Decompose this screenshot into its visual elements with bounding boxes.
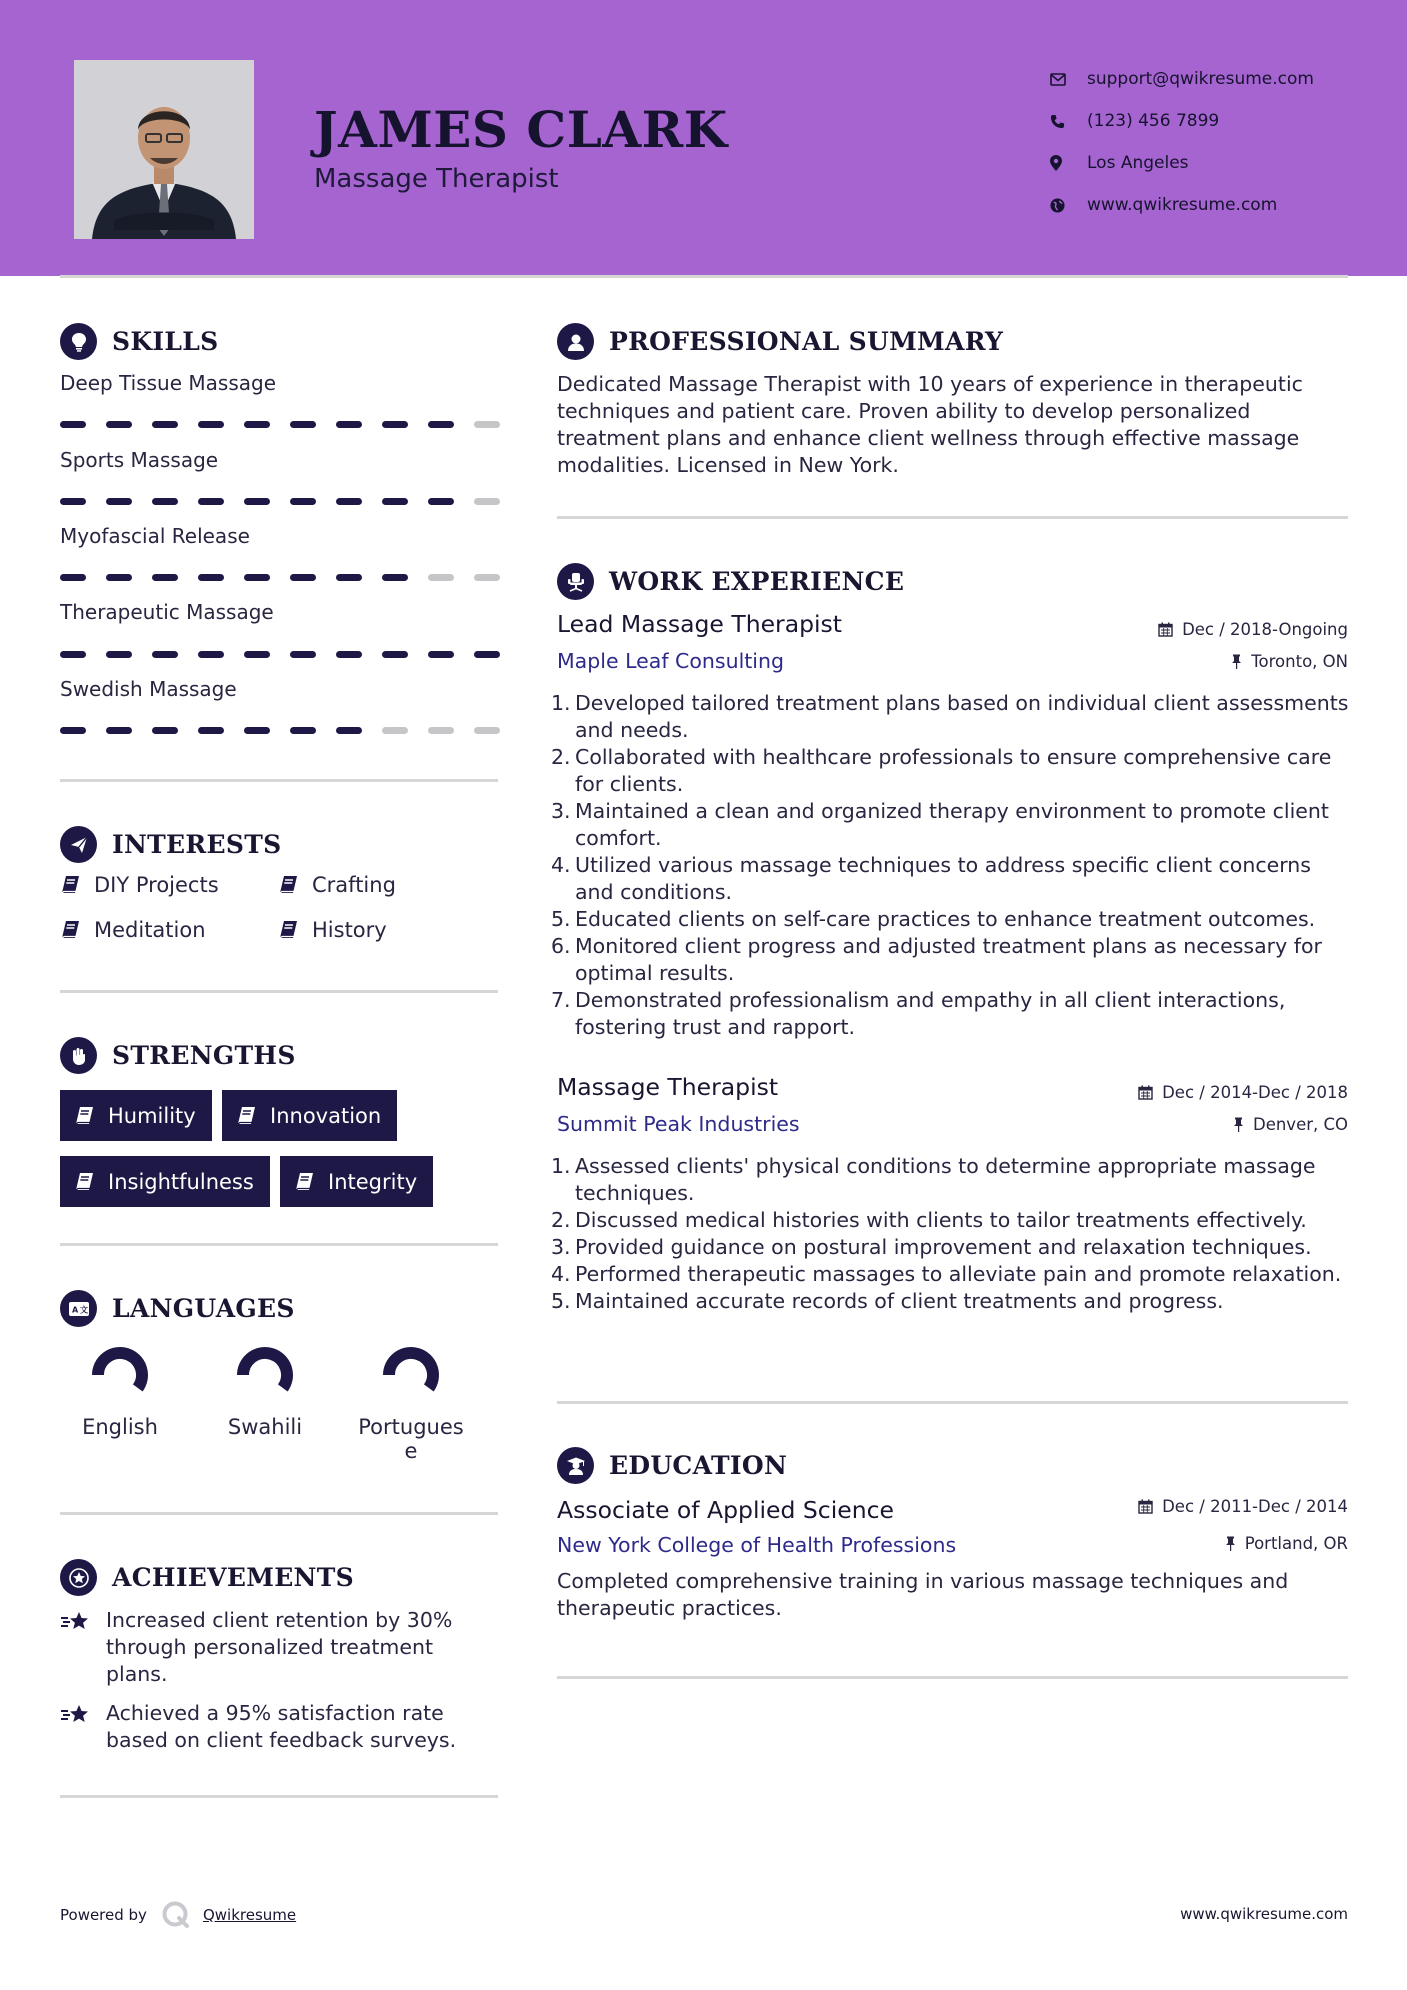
skill-dot-filled <box>152 498 178 505</box>
skills-heading <box>60 323 219 360</box>
achievement-item <box>60 1607 480 1688</box>
skill-dot-filled <box>60 421 86 428</box>
section-divider <box>60 1795 498 1798</box>
skill-dot-filled <box>336 421 362 428</box>
skill-dot-filled <box>290 574 316 581</box>
education-heading-text: EDUCATION <box>609 1451 788 1480</box>
strength-tag <box>60 1156 270 1207</box>
skill-dot-filled <box>60 651 86 658</box>
skill-dot-filled <box>244 498 270 505</box>
skill-dot-filled <box>474 651 500 658</box>
contact-location <box>1050 142 1314 184</box>
book-icon <box>294 1172 314 1192</box>
skill-dot-filled <box>336 651 362 658</box>
language-name: Swahili <box>227 1415 303 1439</box>
job-responsibilities <box>557 690 1349 1041</box>
footer-powered-by <box>60 1900 296 1930</box>
profile-photo <box>74 60 254 239</box>
skill-dot-filled <box>106 574 132 581</box>
strength-label: Humility <box>108 1103 196 1128</box>
language-progress-ring <box>379 1343 443 1407</box>
skill-dot-filled <box>290 498 316 505</box>
paper-plane-icon <box>60 826 97 863</box>
language-item <box>60 1343 180 1439</box>
candidate-name: JAMES CLARK <box>314 100 728 159</box>
experience-heading <box>557 563 904 600</box>
location-text: Los Angeles <box>1087 153 1189 173</box>
skill-dot-empty <box>474 498 500 505</box>
skill-dot-filled <box>198 574 224 581</box>
interest-item <box>278 918 387 942</box>
book-icon <box>60 875 80 895</box>
graduate-icon <box>557 1447 594 1484</box>
job-location-text: Denver, CO <box>1252 1115 1348 1134</box>
book-icon <box>278 920 298 940</box>
experience-heading-text: WORK EXPERIENCE <box>609 567 905 596</box>
skill-dot-filled <box>106 498 132 505</box>
interests-heading <box>60 826 281 863</box>
strengths-heading-text: STRENGTHS <box>112 1041 296 1070</box>
responsibility-item: Utilized various massage techniques to address specific client concerns and conditions. <box>575 853 1311 904</box>
strength-label: Integrity <box>328 1169 418 1194</box>
skill-dot-filled <box>290 421 316 428</box>
website-text: www.qwikresume.com <box>1087 195 1278 215</box>
skill-dot-filled <box>60 498 86 505</box>
interest-label: History <box>312 918 387 942</box>
book-icon <box>278 875 298 895</box>
skill-dot-filled <box>382 574 408 581</box>
shooting-star-icon <box>60 1607 106 1688</box>
education-heading <box>557 1447 787 1484</box>
skill-dot-filled <box>290 651 316 658</box>
phone-icon <box>1050 114 1087 129</box>
office-chair-icon <box>557 563 594 600</box>
skill-dot-filled <box>152 421 178 428</box>
job-company: Summit Peak Industries <box>557 1112 800 1136</box>
achievement-text: Increased client retention by 30% through personalized treatment plans. <box>106 1608 453 1686</box>
skill-dot-filled <box>244 651 270 658</box>
contact-list <box>1050 58 1314 226</box>
book-icon <box>60 920 80 940</box>
interest-label: Meditation <box>94 918 206 942</box>
language-progress-arc <box>389 1353 433 1388</box>
globe-icon <box>1050 198 1087 213</box>
skill-dot-filled <box>198 421 224 428</box>
interest-label: Crafting <box>312 873 396 897</box>
job-title: Massage Therapist <box>557 1073 779 1101</box>
language-progress-arc <box>98 1353 142 1388</box>
skill-dot-filled <box>106 421 132 428</box>
skill-dot-filled <box>198 498 224 505</box>
skill-dot-filled <box>152 651 178 658</box>
education-location <box>1225 1534 1348 1553</box>
lightbulb-icon <box>60 323 97 360</box>
strengths-heading <box>60 1037 296 1074</box>
skill-rating <box>60 651 520 658</box>
calendar-icon <box>1138 1085 1153 1100</box>
language-name: Portugues <box>358 1415 464 1439</box>
achievement-text: Achieved a 95% satisfaction rate based on client feedback surveys. <box>106 1701 457 1752</box>
contact-phone[interactable] <box>1050 100 1314 142</box>
skill-name: Swedish Massage <box>60 677 237 701</box>
responsibility-item: Developed tailored treatment plans based on individual client assessments and needs. <box>575 691 1349 742</box>
header-banner <box>0 0 1407 276</box>
candidate-title: Massage Therapist <box>314 164 559 194</box>
pushpin-icon <box>1225 1536 1236 1551</box>
job-title: Lead Massage Therapist <box>557 610 843 638</box>
responsibility-item: Demonstrated professionalism and empathy in all client interactions, fostering trust and rapport. <box>575 988 1286 1039</box>
section-divider <box>557 516 1348 519</box>
skill-dot-filled <box>244 574 270 581</box>
responsibility-item: Educated clients on self-care practices to enhance treatment outcomes. <box>575 907 1316 931</box>
user-icon <box>557 323 594 360</box>
skill-dot-filled <box>428 421 454 428</box>
book-icon <box>74 1106 94 1126</box>
shooting-star-icon <box>60 1700 106 1754</box>
skill-dot-empty <box>428 574 454 581</box>
strength-tag <box>222 1090 397 1141</box>
job-location <box>1231 652 1348 671</box>
svg-text:A: A <box>71 1305 78 1314</box>
summary-heading <box>557 323 1003 360</box>
job-location-text: Toronto, ON <box>1251 652 1348 671</box>
skill-rating <box>60 727 520 734</box>
strength-label: Innovation <box>270 1103 382 1128</box>
job-dates-text: Dec / 2014-Dec / 2018 <box>1162 1083 1348 1102</box>
section-divider <box>60 1243 498 1246</box>
language-item <box>205 1343 325 1439</box>
skill-dot-filled <box>336 498 362 505</box>
skill-dot-empty <box>382 727 408 734</box>
skill-name: Sports Massage <box>60 448 219 472</box>
interest-item <box>60 918 206 942</box>
education-dates <box>1138 1497 1348 1516</box>
contact-email[interactable] <box>1050 58 1314 100</box>
pushpin-icon <box>1231 654 1242 669</box>
job-location <box>1233 1115 1348 1134</box>
language-item <box>351 1343 471 1463</box>
language-progress-ring <box>88 1343 152 1407</box>
interest-item <box>278 873 396 897</box>
skill-dot-filled <box>382 651 408 658</box>
skill-dot-filled <box>290 727 316 734</box>
skill-dot-filled <box>382 421 408 428</box>
skill-dot-filled <box>198 651 224 658</box>
header-divider <box>60 275 1348 278</box>
raised-fist-icon <box>60 1037 97 1074</box>
responsibility-item: Provided guidance on postural improvement and relaxation techniques. <box>575 1235 1312 1259</box>
interest-label: DIY Projects <box>94 873 219 897</box>
languages-heading-text: LANGUAGES <box>112 1294 295 1323</box>
calendar-icon <box>1138 1499 1153 1514</box>
star-badge-icon <box>60 1559 97 1596</box>
brand-link[interactable]: Qwikresume <box>202 1906 297 1924</box>
contact-website[interactable] <box>1050 184 1314 226</box>
qwikresume-logo-icon <box>161 1900 191 1930</box>
responsibility-item: Assessed clients' physical conditions to determine appropriate massage techniques. <box>575 1154 1316 1205</box>
responsibility-item: Maintained a clean and organized therapy environment to promote client comfort. <box>575 799 1329 850</box>
footer-website[interactable]: www.qwikresume.com <box>1180 1905 1348 1923</box>
skill-dot-filled <box>106 727 132 734</box>
summary-heading-text: PROFESSIONAL SUMMARY <box>609 327 1004 356</box>
school-name: New York College of Health Professions <box>557 1533 957 1557</box>
achievements-heading-text: ACHIEVEMENTS <box>112 1563 354 1592</box>
skill-dot-filled <box>152 574 178 581</box>
book-icon <box>236 1106 256 1126</box>
section-divider <box>557 1401 1348 1404</box>
phone-text: (123) 456 7899 <box>1087 111 1220 131</box>
skill-dot-filled <box>152 727 178 734</box>
skill-dot-filled <box>428 651 454 658</box>
skill-dot-filled <box>60 727 86 734</box>
language-name: English <box>82 1415 158 1439</box>
strength-tag <box>280 1156 433 1207</box>
email-text: support@qwikresume.com <box>1087 69 1314 89</box>
section-divider <box>60 779 498 782</box>
responsibility-item: Maintained accurate records of client treatments and progress. <box>575 1289 1224 1313</box>
skill-rating <box>60 421 520 428</box>
skill-dot-filled <box>244 727 270 734</box>
education-dates-text: Dec / 2011-Dec / 2014 <box>1162 1497 1348 1516</box>
skill-dot-filled <box>244 421 270 428</box>
interest-item <box>60 873 219 897</box>
section-divider <box>60 1512 498 1515</box>
skill-dot-filled <box>336 727 362 734</box>
summary-text: Dedicated Massage Therapist with 10 years of experience in therapeutic techniques and patient care. Proven ability to develop personalized treatment plans and enhance client wellness through effective massage modalities. Licensed in New York. <box>557 372 1303 477</box>
skill-name: Therapeutic Massage <box>60 600 274 624</box>
skill-dot-empty <box>474 574 500 581</box>
map-pin-icon <box>1050 155 1087 171</box>
section-divider <box>60 990 498 993</box>
strength-label: Insightfulness <box>108 1169 254 1194</box>
education-description: Completed comprehensive training in various massage techniques and therapeutic practices. <box>557 1569 1289 1620</box>
responsibility-item: Collaborated with healthcare professionals to ensure comprehensive care for clients. <box>575 745 1332 796</box>
skill-dot-filled <box>198 727 224 734</box>
powered-by-label: Powered by <box>60 1906 147 1924</box>
language-progress-ring <box>233 1343 297 1407</box>
interests-heading-text: INTERESTS <box>112 830 282 859</box>
svg-text:文: 文 <box>79 1305 88 1314</box>
pushpin-icon <box>1233 1117 1244 1132</box>
skill-dot-filled <box>382 498 408 505</box>
skill-rating <box>60 574 520 581</box>
skill-dot-filled <box>336 574 362 581</box>
languages-heading <box>60 1290 295 1327</box>
job-responsibilities <box>557 1153 1349 1315</box>
skill-dot-filled <box>60 574 86 581</box>
envelope-icon <box>1050 73 1087 86</box>
skill-dot-filled <box>428 498 454 505</box>
skill-name: Myofascial Release <box>60 524 250 548</box>
skill-name: Deep Tissue Massage <box>60 371 277 395</box>
translate-icon <box>60 1290 97 1327</box>
section-divider <box>557 1676 1348 1679</box>
skills-heading-text: SKILLS <box>112 327 219 356</box>
responsibility-item: Discussed medical histories with clients to tailor treatments effectively. <box>575 1208 1307 1232</box>
education-location-text: Portland, OR <box>1244 1534 1348 1553</box>
skill-dot-empty <box>474 421 500 428</box>
job-dates <box>1138 1083 1348 1102</box>
degree-title: Associate of Applied Science <box>557 1496 894 1524</box>
calendar-icon <box>1158 622 1173 637</box>
language-progress-arc <box>243 1353 287 1388</box>
skill-dot-empty <box>474 727 500 734</box>
job-dates-text: Dec / 2018-Ongoing <box>1182 620 1348 639</box>
language-name-wrap: e <box>404 1439 418 1463</box>
achievements-heading <box>60 1559 354 1596</box>
strength-tag <box>60 1090 212 1141</box>
job-dates <box>1158 620 1348 639</box>
responsibility-item: Performed therapeutic massages to alleviate pain and promote relaxation. <box>575 1262 1342 1286</box>
skill-dot-filled <box>106 651 132 658</box>
skill-dot-empty <box>428 727 454 734</box>
book-icon <box>74 1172 94 1192</box>
responsibility-item: Monitored client progress and adjusted treatment plans as necessary for optimal results. <box>575 934 1322 985</box>
skill-rating <box>60 498 520 505</box>
achievement-item <box>60 1700 480 1754</box>
job-company: Maple Leaf Consulting <box>557 649 785 673</box>
